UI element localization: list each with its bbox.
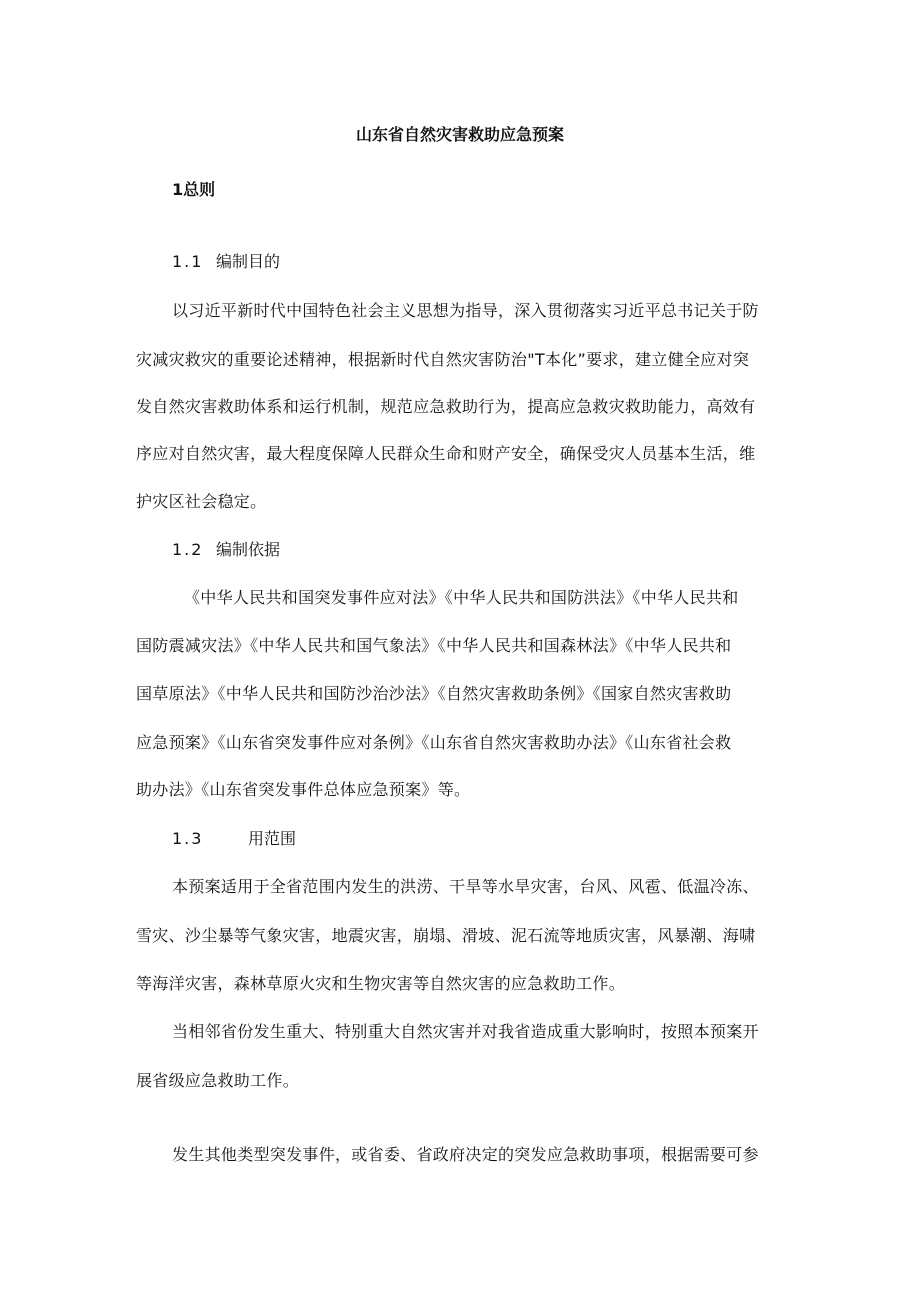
section-heading-1-1 <box>172 252 280 272</box>
paragraph-line: 《中华人民共和国突发事件应对法》《中华人民共和国防洪法》《中华人民共和 <box>184 588 739 607</box>
section-number: 1.3 <box>172 829 204 848</box>
paragraph-line: 发生其他类型突发事件，或省委、省政府决定的突发应急救助事项，根据需要可参 <box>172 1145 759 1164</box>
document-title: 山东省自然灾害救助应急预案 <box>355 125 564 144</box>
paragraph-line: 国草原法》《中华人民共和国防沙治沙法》《自然灾害救助条例》《国家自然灾害救助 <box>136 684 732 703</box>
section-title: 编制目的 <box>216 252 281 271</box>
section-heading-1-3 <box>172 829 296 849</box>
section-heading-1: 1总则 <box>172 180 216 199</box>
paragraph-line: 国防震减灾法》《中华人民共和国气象法》《中华人民共和国森林法》《中华人民共和 <box>136 636 732 655</box>
paragraph-line: 助办法》《山东省突发事件总体应急预案》等。 <box>136 780 471 799</box>
section-number: 1.1 <box>172 252 204 271</box>
paragraph-line: 本预案适用于全省范围内发生的洪涝、干旱等水旱灾害，台风、风雹、低温冷冻、 <box>172 877 759 896</box>
paragraph-line: 等海洋灾害，森林草原火灾和生物灾害等自然灾害的应急救助工作。 <box>136 974 626 993</box>
paragraph-line: 序应对自然灾害，最大程度保障人民群众生命和财产安全，确保受灾人员基本生活，维 <box>136 444 756 463</box>
section-heading-1-2 <box>172 540 280 560</box>
paragraph-line: 应急预案》《山东省突发事件应对条例》《山东省自然灾害救助办法》《山东省社会救 <box>136 733 732 752</box>
paragraph-line: 当相邻省份发生重大、特别重大自然灾害并对我省造成重大影响时，按照本预案开 <box>172 1022 759 1041</box>
section-title: 编制依据 <box>216 540 281 559</box>
section-number: 1.2 <box>172 540 204 559</box>
section-title: 用范围 <box>248 829 297 848</box>
paragraph-line: 发自然灾害救助体系和运行机制，规范应急救助行为，提高应急救灾救助能力，高效有 <box>136 397 756 416</box>
paragraph-line: 灾减灾救灾的重要论述精神，根据新时代自然灾害防治"T本化”要求，建立健全应对突 <box>136 350 750 369</box>
paragraph-line: 以习近平新时代中国特色社会主义思想为指导，深入贯彻落实习近平总书记关于防 <box>172 301 759 320</box>
paragraph-line: 雪灾、沙尘暴等气象灾害，地震灾害，崩塌、滑坡、泥石流等地质灾害，风暴潮、海啸 <box>136 926 756 945</box>
paragraph-line: 护灾区社会稳定。 <box>136 492 267 511</box>
paragraph-line: 展省级应急救助工作。 <box>136 1071 300 1090</box>
